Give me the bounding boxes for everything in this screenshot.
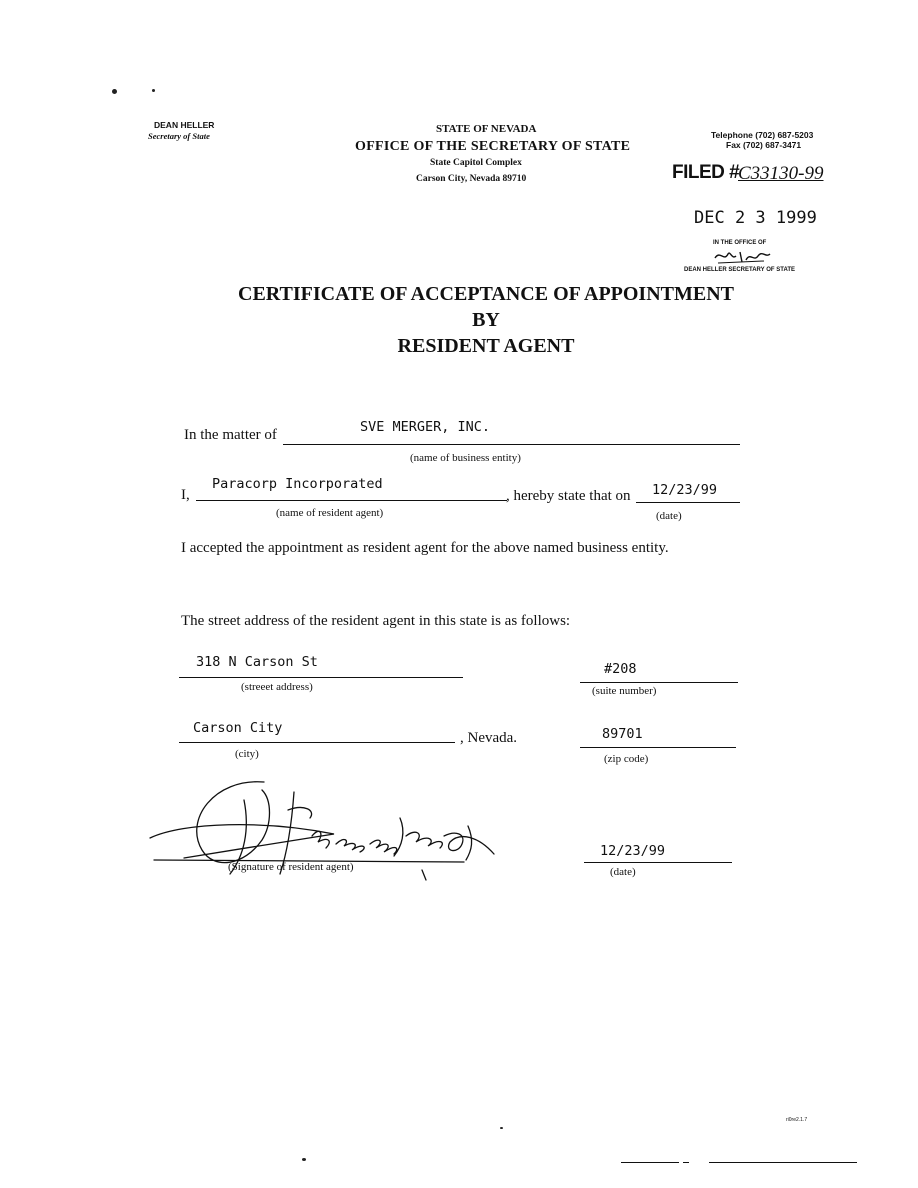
suite-field: #208 bbox=[604, 661, 637, 677]
street-field: 318 N Carson St bbox=[196, 654, 318, 670]
title-line3: RESIDENT AGENT bbox=[397, 335, 575, 357]
zip-field: 89701 bbox=[602, 726, 643, 742]
street-line bbox=[179, 677, 463, 678]
scan-speck bbox=[112, 89, 117, 94]
i-label: I, bbox=[181, 487, 190, 503]
zip-line bbox=[580, 747, 736, 748]
footer-code: ri0re2.1.7 bbox=[786, 1117, 808, 1123]
agent-caption: (name of resident agent) bbox=[276, 507, 384, 519]
signature-caption: (Signature of resident agent) bbox=[228, 861, 354, 873]
address-intro: The street address of the resident agent in this state is as follows: bbox=[181, 613, 571, 629]
telephone: Telephone (702) 687-5203 bbox=[711, 130, 814, 140]
entity-caption: (name of business entity) bbox=[410, 452, 521, 464]
stamp-signature-image bbox=[712, 246, 774, 266]
accept-date-line bbox=[636, 502, 740, 503]
building-line: State Capitol Complex bbox=[430, 158, 522, 168]
stamp-signatory: DEAN HELLER SECRETARY OF STATE bbox=[684, 267, 796, 273]
entity-name-field: SVE MERGER, INC. bbox=[360, 419, 491, 435]
fax: Fax (702) 687-3471 bbox=[726, 140, 802, 150]
title-line1: CERTIFICATE OF ACCEPTANCE OF APPOINTMENT bbox=[238, 283, 734, 305]
matter-label: In the matter of bbox=[184, 427, 277, 443]
signature-date-line bbox=[584, 862, 732, 863]
scan-speck bbox=[302, 1158, 306, 1161]
city-line bbox=[179, 742, 455, 743]
filed-number: C33130-99 bbox=[738, 163, 824, 184]
city-line: Carson City, Nevada 89710 bbox=[416, 174, 527, 184]
footer-rule-left bbox=[621, 1162, 679, 1163]
scan-speck bbox=[152, 89, 155, 92]
state-heading: STATE OF NEVADA bbox=[436, 123, 537, 135]
hereby-text: , hereby state that on bbox=[506, 488, 631, 504]
state-suffix: , Nevada. bbox=[460, 730, 518, 746]
city-field: Carson City bbox=[193, 720, 283, 736]
entity-name-line bbox=[283, 444, 740, 445]
scan-speck bbox=[500, 1127, 503, 1129]
official-title: Secretary of State bbox=[148, 131, 210, 141]
agent-name-field: Paracorp Incorporated bbox=[212, 476, 383, 492]
signature-date-field: 12/23/99 bbox=[600, 843, 666, 859]
accepted-statement: I accepted the appointment as resident agent for the above named business entity. bbox=[181, 540, 669, 556]
agent-name-line bbox=[196, 500, 507, 501]
title-line2: BY bbox=[472, 309, 500, 331]
accept-date-field: 12/23/99 bbox=[652, 482, 718, 498]
suite-line bbox=[580, 682, 738, 683]
city-caption: (city) bbox=[235, 748, 259, 760]
accept-date-caption: (date) bbox=[656, 510, 682, 522]
office-of-label: IN THE OFFICE OF bbox=[713, 240, 767, 246]
office-heading: OFFICE OF THE SECRETARY OF STATE bbox=[355, 139, 631, 154]
footer-rule-right bbox=[709, 1162, 857, 1163]
suite-caption: (suite number) bbox=[592, 685, 657, 697]
official-name: DEAN HELLER bbox=[154, 120, 215, 130]
footer-rule-mid bbox=[683, 1162, 689, 1163]
filed-label: FILED # bbox=[672, 162, 740, 183]
street-caption: (streeet address) bbox=[241, 681, 313, 693]
signature-date-caption: (date) bbox=[610, 866, 636, 878]
filed-date: DEC 2 3 1999 bbox=[694, 208, 817, 228]
zip-caption: (zip code) bbox=[604, 753, 649, 765]
